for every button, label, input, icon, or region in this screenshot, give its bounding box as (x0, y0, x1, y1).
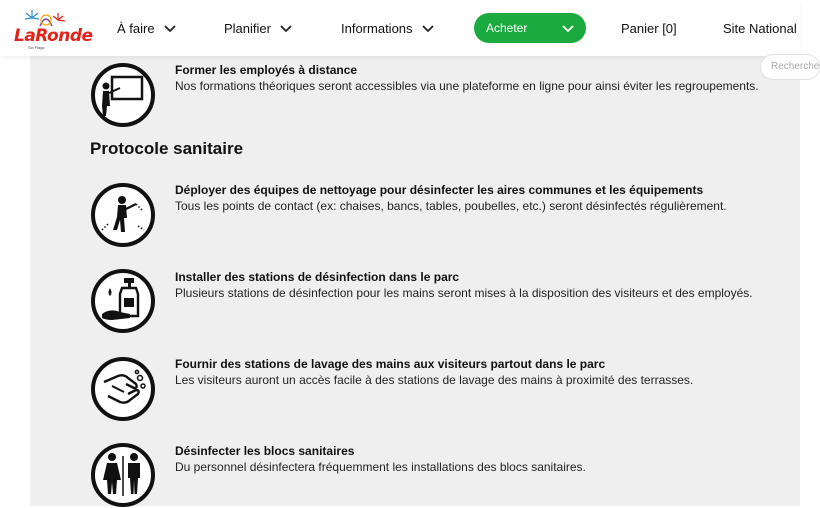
item-description: Plusieurs stations de désinfection pour les mains seront mises à la disposition des visiteurs et des employés. (175, 286, 753, 300)
la-ronde-logo[interactable] (10, 8, 93, 50)
site-header (0, 0, 800, 56)
item-title: Désinfecter les blocs sanitaires (175, 444, 355, 458)
national-site-link[interactable] (723, 0, 797, 56)
item-description: Tous les points de contact (ex: chaises, bancs, tables, poubelles, etc.) seront désinfectés régulièrement. (175, 199, 727, 213)
cleaning-team-icon (90, 182, 156, 248)
logo-text: LaRonde (14, 26, 93, 46)
nav-a-faire[interactable] (117, 0, 177, 56)
chevron-down-icon (421, 21, 435, 35)
cart-link[interactable] (621, 0, 677, 56)
item-title: Former les employés à distance (175, 63, 358, 77)
chevron-down-icon (163, 21, 177, 35)
section-title: Protocole sanitaire (90, 139, 244, 158)
item-description: Nos formations théoriques seront accessibles via une plateforme en ligne pour ainsi éviter les regroupements. (175, 79, 759, 93)
hand-washing-icon (90, 356, 156, 422)
buy-button[interactable] (474, 13, 586, 43)
cart-label: Panier [0] (621, 20, 677, 36)
nav-informations-label: Informations (341, 20, 413, 36)
chevron-down-icon (279, 21, 293, 35)
item-title: Déployer des équipes de nettoyage pour désinfecter les aires communes et les équipements (175, 183, 704, 197)
national-site-label: Site National (723, 20, 797, 36)
nav-a-faire-label: À faire (117, 20, 155, 36)
search-input[interactable]: Recherche (760, 54, 820, 80)
restroom-icon (90, 442, 156, 508)
nav-planifier-label: Planifier (224, 20, 271, 36)
item-description: Du personnel désinfectera fréquemment les installations des blocs sanitaires. (175, 460, 586, 474)
nav-informations[interactable] (341, 0, 435, 56)
item-description: Les visiteurs auront un accès facile à des stations de lavage des mains à proximité des terrasses. (175, 373, 694, 387)
item-title: Fournir des stations de lavage des mains aux visiteurs partout dans le parc (175, 357, 606, 371)
item-title: Installer des stations de désinfection dans le parc (175, 270, 460, 284)
training-screen-icon (90, 62, 156, 128)
buy-button-label: Acheter (486, 21, 528, 35)
logo-tagline: Six Flags (28, 45, 45, 50)
sanitizer-station-icon (90, 268, 156, 334)
chevron-down-icon (561, 21, 575, 35)
nav-planifier[interactable] (224, 0, 293, 56)
